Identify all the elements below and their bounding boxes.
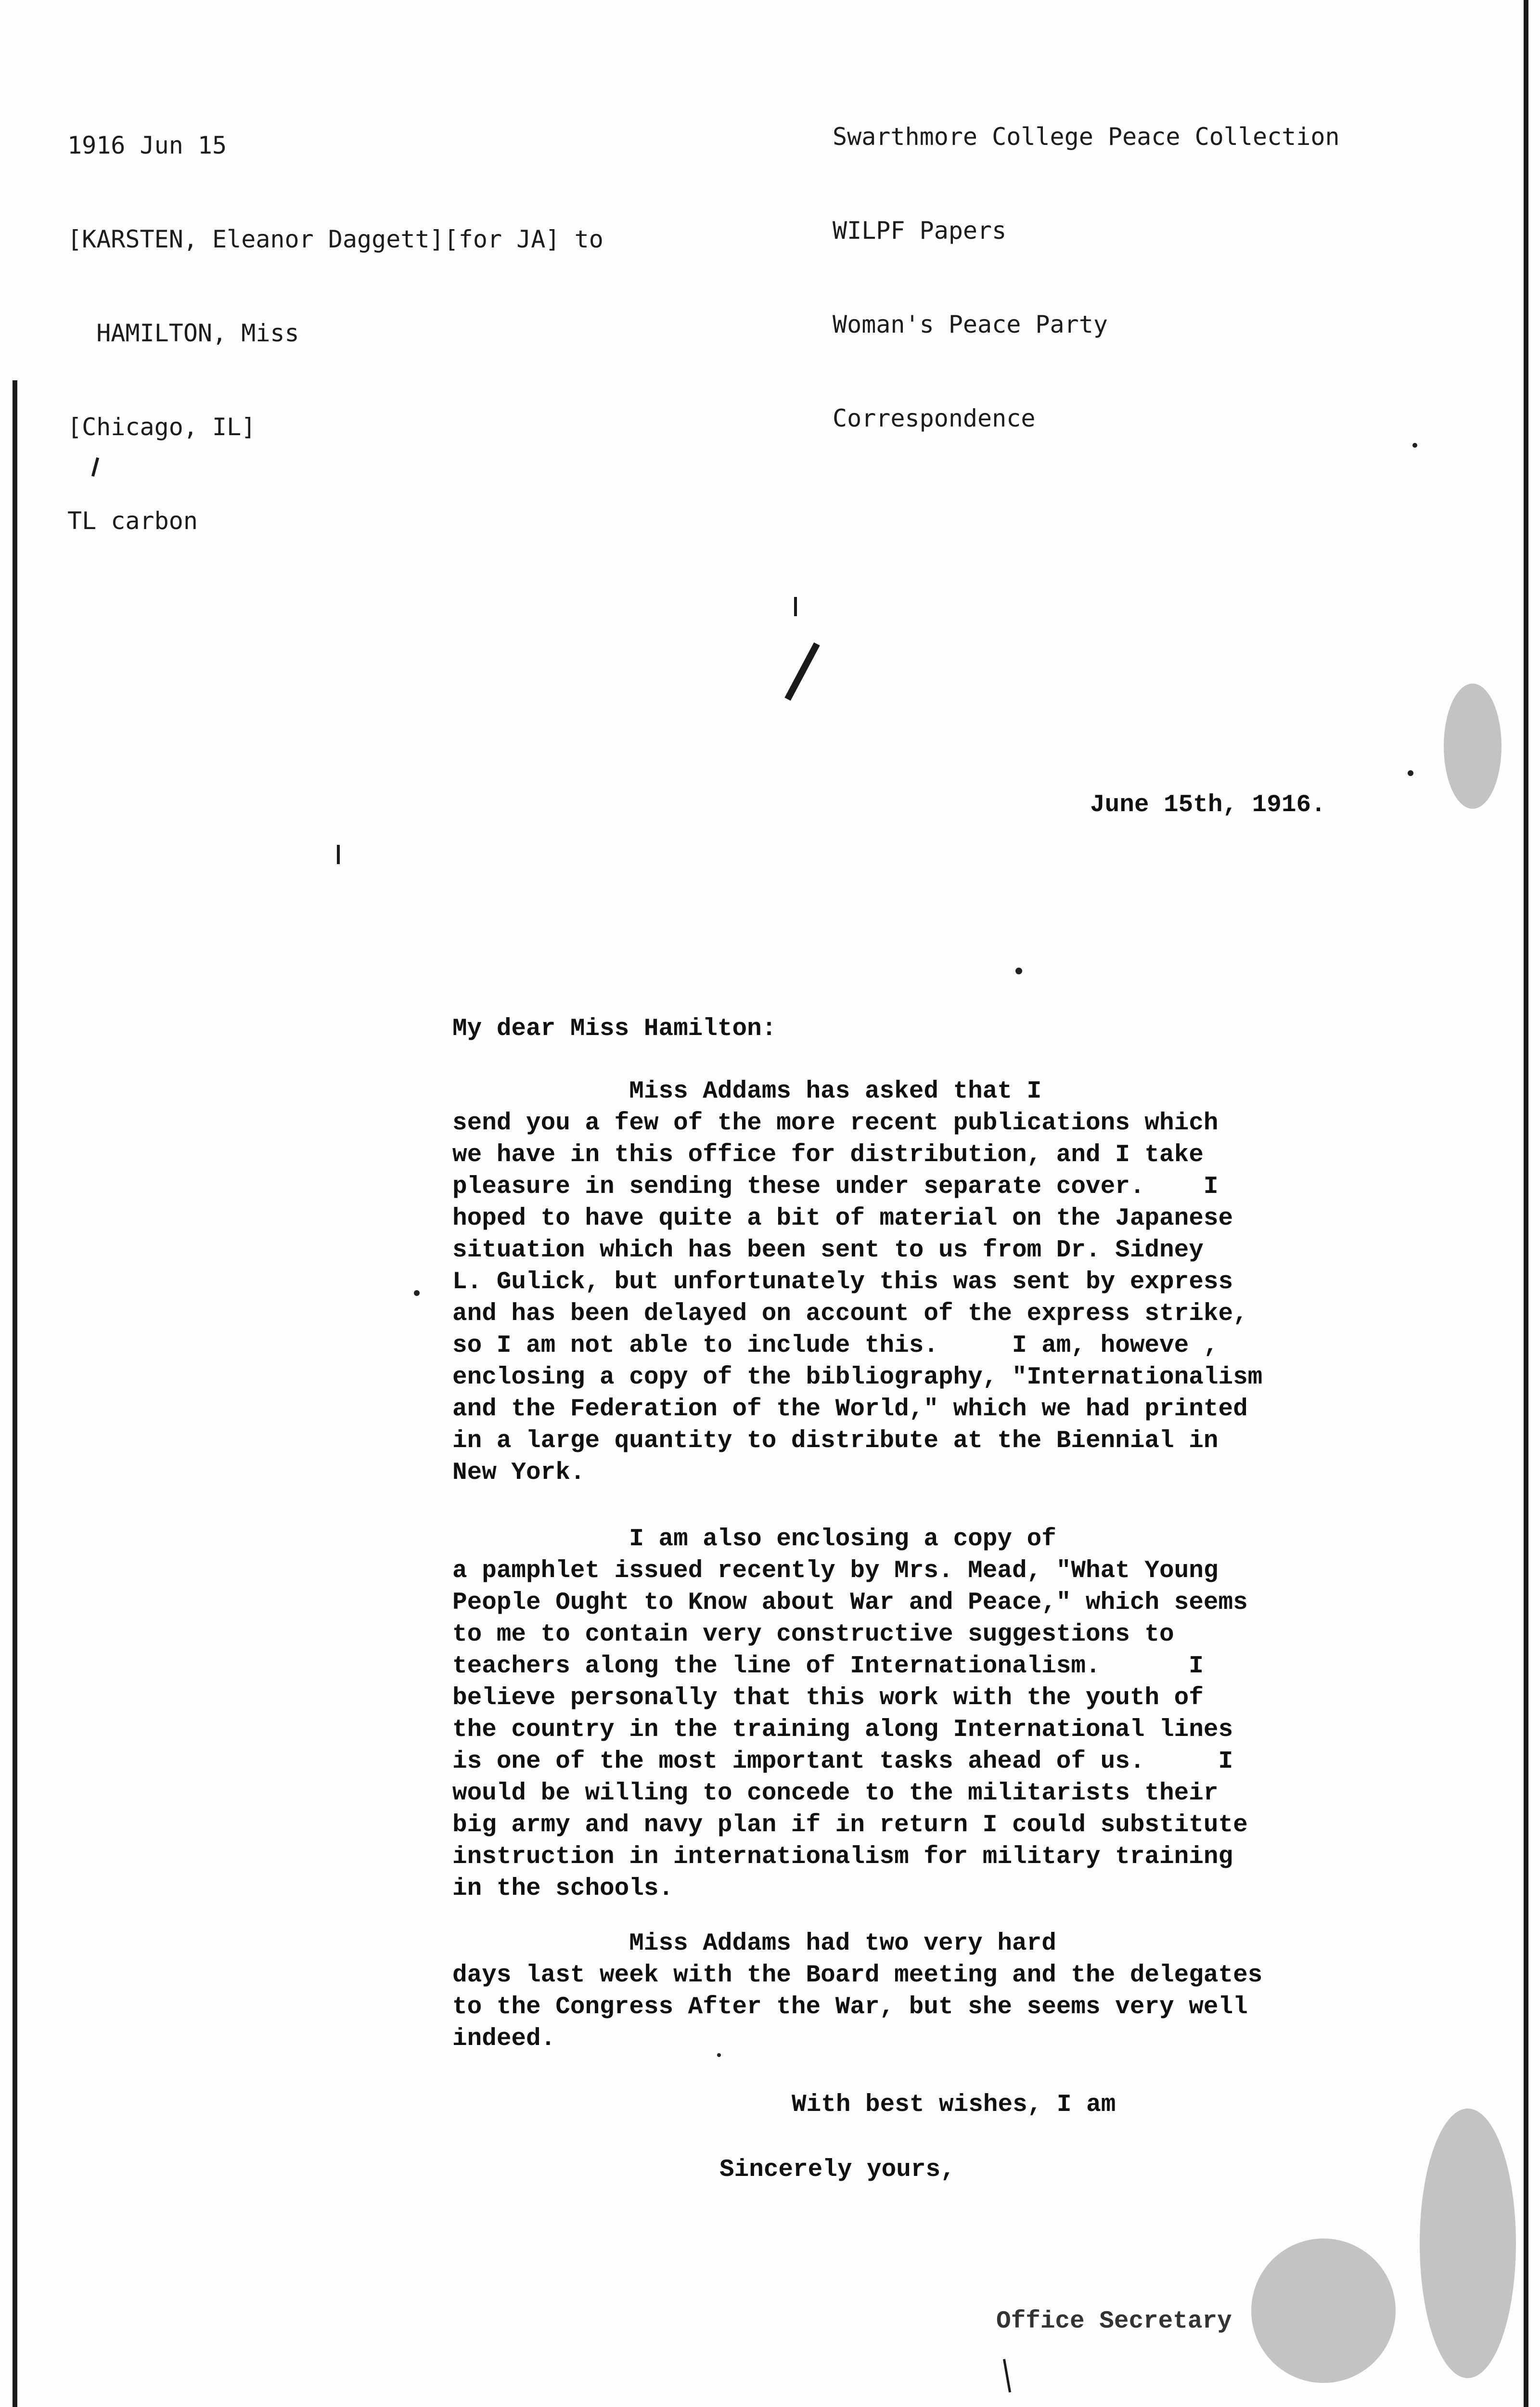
- collection-name: Swarthmore College Peace Collection: [833, 123, 1340, 151]
- paragraph-line: instruction in internationalism for military training: [452, 1843, 1233, 1871]
- catalog-recipient: HAMILTON, Miss: [67, 319, 299, 347]
- scan-speck: [414, 1290, 420, 1296]
- paragraph-line: hoped to have quite a bit of material on the Japanese: [452, 1205, 1233, 1232]
- paragraph-line: believe personally that this work with the youth of: [452, 1684, 1204, 1712]
- letter-salutation: My dear Miss Hamilton:: [452, 1015, 777, 1043]
- paragraph-line: I am also enclosing a copy of: [452, 1526, 1056, 1553]
- letter-paragraph-1: [452, 1076, 1262, 1489]
- paragraph-line: the country in the training along International lines: [452, 1716, 1233, 1744]
- paragraph-line: New York.: [452, 1459, 585, 1487]
- paragraph-line: big army and navy plan if in return I could substitute: [452, 1812, 1248, 1839]
- paragraph-line: to me to contain very constructive suggestions to: [452, 1621, 1174, 1648]
- scan-grime: [1251, 2239, 1396, 2383]
- scan-mark: [794, 597, 797, 616]
- collection-papers: WILPF Papers: [833, 217, 1007, 245]
- paragraph-line: would be willing to concede to the militarists their: [452, 1780, 1219, 1807]
- paragraph-line: in a large quantity to distribute at the Biennial in: [452, 1427, 1219, 1455]
- catalog-correspondents: [KARSTEN, Eleanor Daggett][for JA] to: [67, 225, 603, 253]
- paragraph-line: is one of the most important tasks ahead of us. I: [452, 1748, 1233, 1775]
- paragraph-line: and has been delayed on account of the express strike,: [452, 1300, 1248, 1328]
- catalog-info-left: [67, 67, 603, 599]
- scan-speck: [1408, 770, 1413, 776]
- collection-series: Woman's Peace Party: [833, 311, 1108, 338]
- scan-grime: [1444, 684, 1502, 809]
- paragraph-line: so I am not able to include this. I am, howeve ,: [452, 1332, 1219, 1359]
- paragraph-line: a pamphlet issued recently by Mrs. Mead, "What Young: [452, 1557, 1219, 1585]
- catalog-format: TL carbon: [67, 507, 198, 535]
- scan-speck: [1412, 443, 1417, 448]
- paragraph-line: situation which has been sent to us from Dr. Sidney: [452, 1237, 1204, 1264]
- paragraph-line: teachers along the line of Internationalism. I: [452, 1653, 1204, 1680]
- scan-mark: [1003, 2359, 1011, 2393]
- scan-edge-right: [1524, 0, 1528, 2407]
- paragraph-line: and the Federation of the World," which we had printed: [452, 1396, 1248, 1423]
- letter-paragraph-3: [452, 1928, 1262, 2055]
- scan-speck: [1015, 968, 1022, 974]
- scan-edge-left: [13, 380, 17, 2407]
- letter-paragraph-2: [452, 1524, 1248, 1905]
- paragraph-line: in the schools.: [452, 1875, 674, 1902]
- letter-signoff: Sincerely yours,: [719, 2156, 955, 2184]
- scan-mark: [337, 845, 340, 864]
- paragraph-line: pleasure in sending these under separate cover. I: [452, 1173, 1219, 1201]
- catalog-place: [Chicago, IL]: [67, 413, 256, 441]
- paragraph-line: enclosing a copy of the bibliography, "Internationalism: [452, 1364, 1263, 1391]
- catalog-date: 1916 Jun 15: [67, 131, 227, 159]
- paragraph-line: send you a few of the more recent publications which: [452, 1110, 1219, 1137]
- scan-grime: [1420, 2109, 1516, 2378]
- collection-subseries: Correspondence: [833, 404, 1036, 432]
- letter-date: June 15th, 1916.: [1090, 791, 1326, 819]
- paragraph-line: days last week with the Board meeting and the delegates: [452, 1962, 1263, 1989]
- paragraph-line: we have in this office for distribution, and I take: [452, 1141, 1204, 1169]
- paragraph-line: People Ought to Know about War and Peace," which seems: [452, 1589, 1248, 1617]
- paragraph-line: Miss Addams has asked that I: [452, 1078, 1042, 1105]
- scan-speck: [717, 2053, 721, 2057]
- letter-closing: With best wishes, I am: [792, 2091, 1116, 2119]
- catalog-info-right: [833, 59, 1340, 497]
- paragraph-line: L. Gulick, but unfortunately this was sent by express: [452, 1268, 1233, 1296]
- paragraph-line: indeed.: [452, 2025, 556, 2053]
- signature-title: Office Secretary: [996, 2308, 1232, 2335]
- scan-mark: [784, 642, 820, 700]
- paragraph-line: Miss Addams had two very hard: [452, 1930, 1056, 1957]
- paragraph-line: to the Congress After the War, but she seems very well: [452, 1993, 1248, 2021]
